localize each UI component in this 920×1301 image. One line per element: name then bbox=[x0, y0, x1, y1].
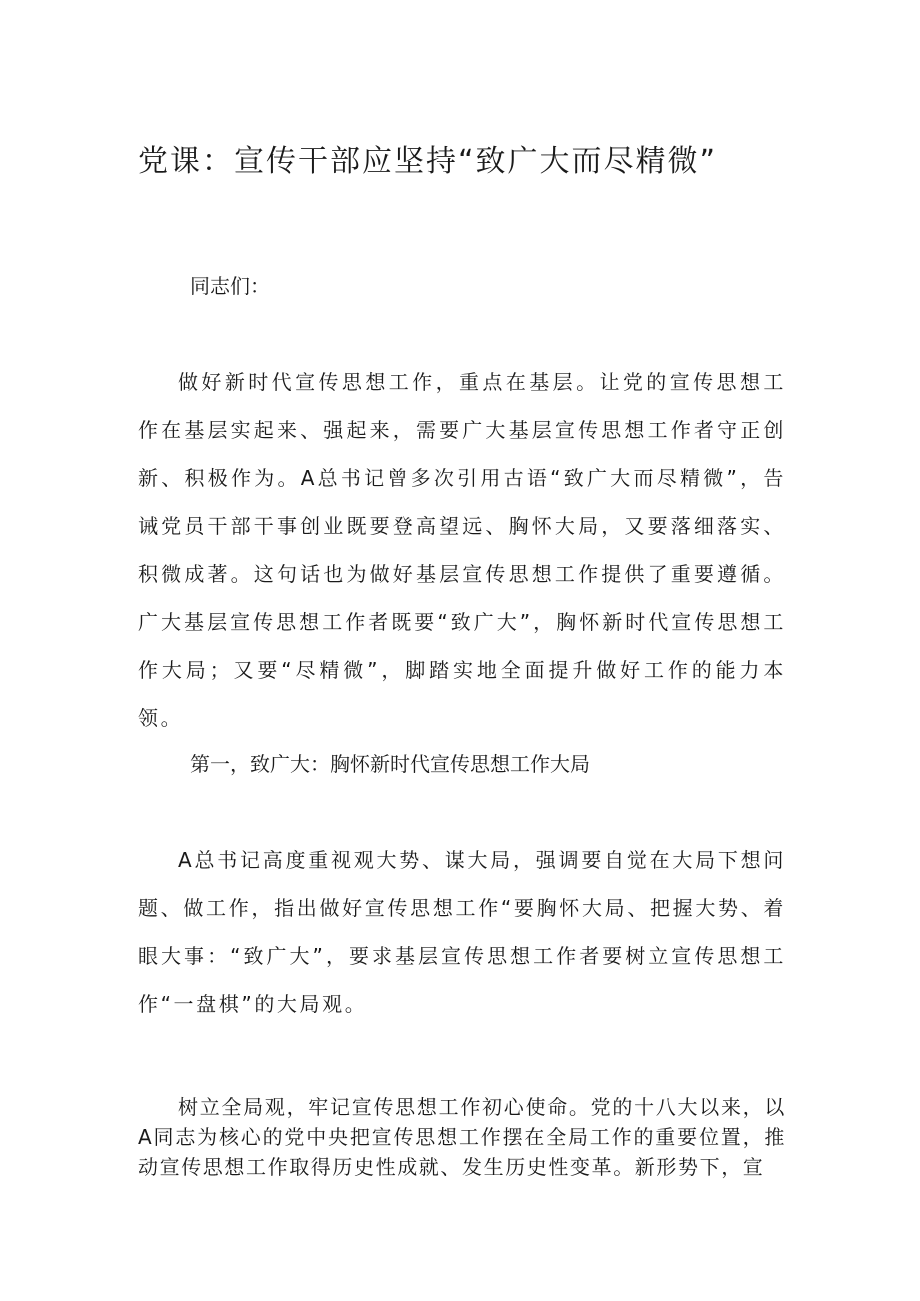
paragraph-section-1: A总书记高度重视观大势、谋大局，强调要自觉在大局下想问题、做工作，指出做好宣传思想工作“要胸怀大局、把握大势、着眼大事：“致广大”，要求基层宣传思想工作者要树立宣传思想工作“一盘棋”的大局观。 bbox=[138, 848, 786, 1016]
section-heading-1: 第一，致广大：胸怀新时代宣传思想工作大局 bbox=[190, 752, 590, 776]
salutation: 同志们： bbox=[190, 274, 270, 298]
document-title: 党课：宣传干部应坚持“致广大而尽精微” bbox=[138, 144, 718, 179]
paragraph-global-view: 树立全局观，牢记宣传思想工作初心使命。党的十八大以来，以A同志为核心的党中央把宣传思想工作摆在全局工作的重要位置，推动宣传思想工作取得历史性成就、发生历史性变革。新形势下，宣 bbox=[138, 1095, 786, 1179]
paragraph-intro: 做好新时代宣传思想工作，重点在基层。让党的宣传思想工作在基层实起来、强起来，需要广大基层宣传思想工作者守正创新、积极作为。A总书记曾多次引用古语“致广大而尽精微”，告诫党员干部干事创业既要登高望远、胸怀大局，又要落细落实、积微成著。这句话也为做好基层宣传思想工作提供了重要遵循。广大基层宣传思想工作者既要“致广大”，胸怀新时代宣传思想工作大局；又要“尽精微”，脚踏实地全面提升做好工作的能力本领。 bbox=[138, 370, 786, 730]
